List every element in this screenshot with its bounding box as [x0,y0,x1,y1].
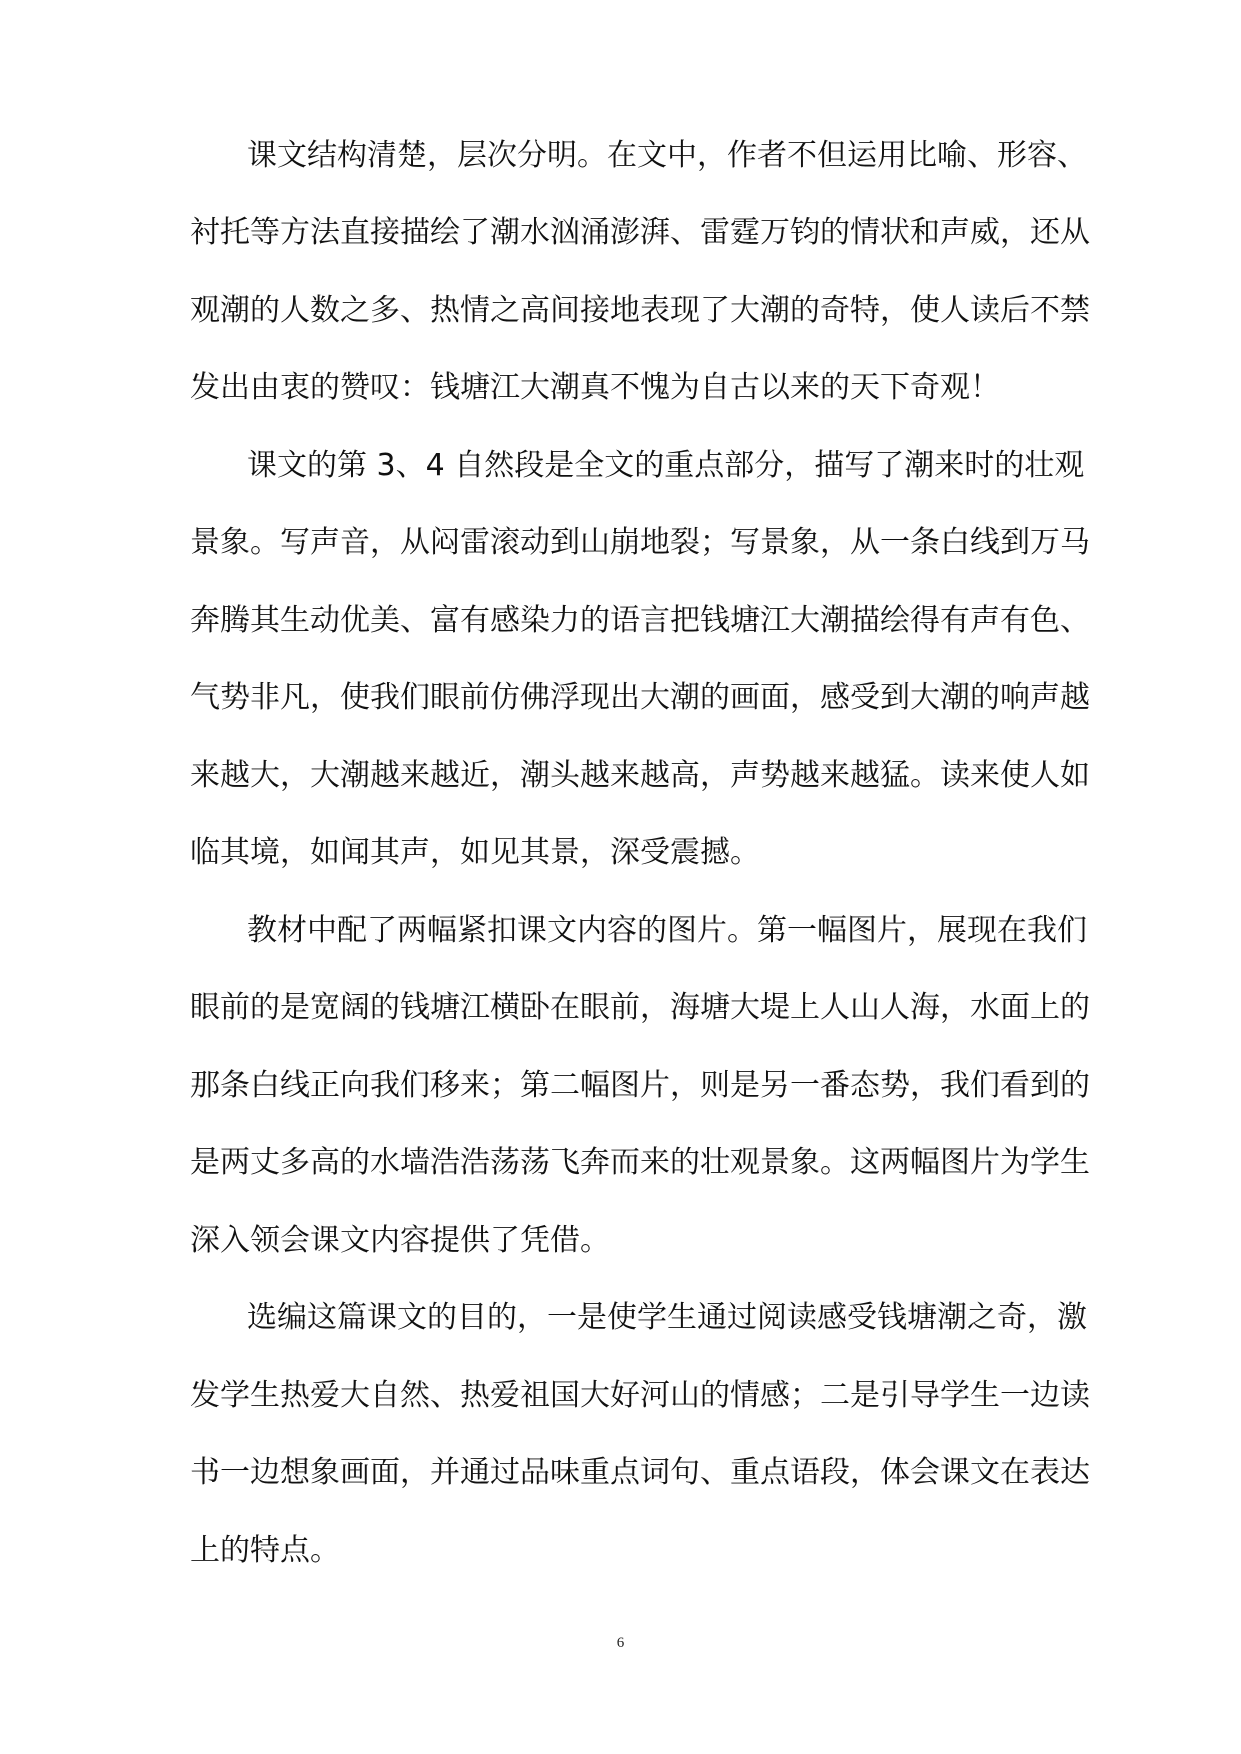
paragraph-1-line-4: 发出由衷的赞叹：钱塘江大潮真不愧为自古以来的天下奇观！ [190,370,1000,405]
paragraph-4-line-3: 书一边想象画面，并通过品味重点词句、重点语段，体会课文在表达 [190,1455,1090,1490]
paragraph-4-line-2: 发学生热爱大自然、热爱祖国大好河山的情感；二是引导学生一边读 [190,1378,1090,1413]
paragraph-1-line-3: 观潮的人数之多、热情之高间接地表现了大潮的奇特，使人读后不禁 [190,293,1090,328]
paragraph-2-line-5: 来越大，大潮越来越近，潮头越来越高，声势越来越猛。读来使人如 [190,758,1090,793]
paragraph-2-line-2: 景象。写声音，从闷雷滚动到山崩地裂；写景象，从一条白线到万马 [190,525,1090,560]
paragraph-2-line-4: 气势非凡，使我们眼前仿佛浮现出大潮的画面，感受到大潮的响声越 [190,680,1090,715]
page-number: 6 [616,1635,625,1651]
paragraph-1-line-1: 课文结构清楚，层次分明。在文中，作者不但运用比喻、形容、 [247,138,1087,173]
paragraph-4-line-1: 选编这篇课文的目的，一是使学生通过阅读感受钱塘潮之奇，激 [247,1300,1087,1335]
paragraph-2-line-1: 课文的第 3、4 自然段是全文的重点部分，描写了潮来时的壮观 [247,448,1085,483]
paragraph-1-line-2: 衬托等方法直接描绘了潮水汹涌澎湃、雷霆万钧的情状和声威，还从 [190,215,1090,250]
paragraph-3-line-3: 那条白线正向我们移来；第二幅图片，则是另一番态势，我们看到的 [190,1068,1090,1103]
paragraph-2-line-3: 奔腾其生动优美、富有感染力的语言把钱塘江大潮描绘得有声有色、 [190,603,1090,638]
paragraph-3-line-5: 深入领会课文内容提供了凭借。 [190,1223,610,1258]
paragraph-3-line-1: 教材中配了两幅紧扣课文内容的图片。第一幅图片，展现在我们 [247,913,1087,948]
paragraph-3-line-4: 是两丈多高的水墙浩浩荡荡飞奔而来的壮观景象。这两幅图片为学生 [190,1145,1090,1180]
paragraph-2-line-6: 临其境，如闻其声，如见其景，深受震撼。 [190,835,760,870]
paragraph-3-line-2: 眼前的是宽阔的钱塘江横卧在眼前，海塘大堤上人山人海，水面上的 [190,990,1090,1025]
paragraph-4-line-4: 上的特点。 [190,1533,340,1568]
